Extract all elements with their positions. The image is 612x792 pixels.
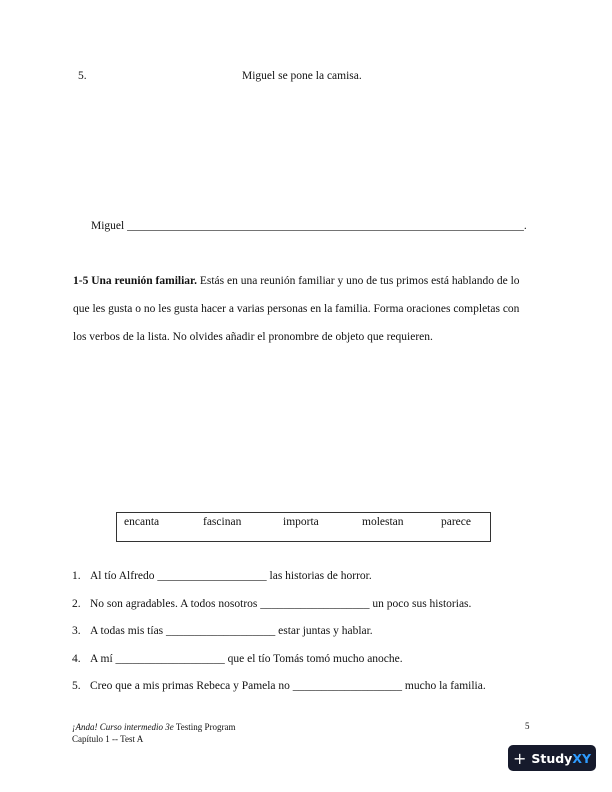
item-number: 3. <box>72 625 81 638</box>
list-item <box>72 625 486 653</box>
item-text: A mí ___________________ que el tío Tomás tomó mucho anoche. <box>90 652 403 665</box>
instructions-line-1 <box>73 275 543 287</box>
plus-icon: + <box>512 748 527 768</box>
footer-program: Testing Program <box>173 722 236 732</box>
item-text: A todas mis tías ___________________ estar juntas y hablar. <box>90 625 373 638</box>
list-item <box>72 680 486 708</box>
activity-title: 1-5 Una reunión familiar. <box>73 275 197 287</box>
word-bank-item: molestan <box>362 516 404 528</box>
word-bank-item: encanta <box>124 516 160 528</box>
word-bank-item: parece <box>441 516 471 528</box>
instructions-text-1: Estás en una reunión familiar y uno de tus primos está hablando de lo <box>196 275 520 287</box>
exercise-list <box>72 570 486 708</box>
word-bank-item: fascinan <box>203 516 242 528</box>
item-number: 5. <box>72 680 81 693</box>
instructions-line-2: que les gusta o no les gusta hacer a varias personas en la familia. Forma oraciones completas con <box>73 303 520 315</box>
word-bank-item: importa <box>283 516 319 528</box>
footer-line-1 <box>72 721 235 733</box>
instructions-line-3: los verbos de la lista. No olvides añadir el pronombre de objeto que requieren. <box>73 331 433 343</box>
brand-main: Study <box>531 750 573 766</box>
book-title: ¡Anda! Curso intermedio 3e <box>72 722 174 732</box>
item-text: Creo que a mis primas Rebeca y Pamela no ___________________ mucho la familia. <box>90 680 486 693</box>
item-number: 1. <box>72 570 81 582</box>
page-footer <box>72 721 235 745</box>
word-bank <box>116 512 491 542</box>
brand-accent: XY <box>572 750 592 766</box>
item-sentence: Miguel se pone la camisa. <box>242 70 362 82</box>
list-item <box>72 653 486 681</box>
item-text: Al tío Alfredo ___________________ las historias de horror. <box>90 570 372 582</box>
item-number: 2. <box>72 597 81 610</box>
answer-line: Miguel _____________________________________________________________________. <box>91 220 527 232</box>
item-number: 5. <box>78 70 87 82</box>
list-item <box>72 570 486 598</box>
list-item <box>72 598 486 626</box>
item-number: 4. <box>72 652 81 665</box>
footer-chapter: Capítulo 1 -- Test A <box>72 734 144 744</box>
studyxy-watermark[interactable] <box>508 745 596 771</box>
page-number: 5 <box>525 721 530 731</box>
item-text: No son agradables. A todos nosotros ___________________ un poco sus historias. <box>90 597 472 610</box>
